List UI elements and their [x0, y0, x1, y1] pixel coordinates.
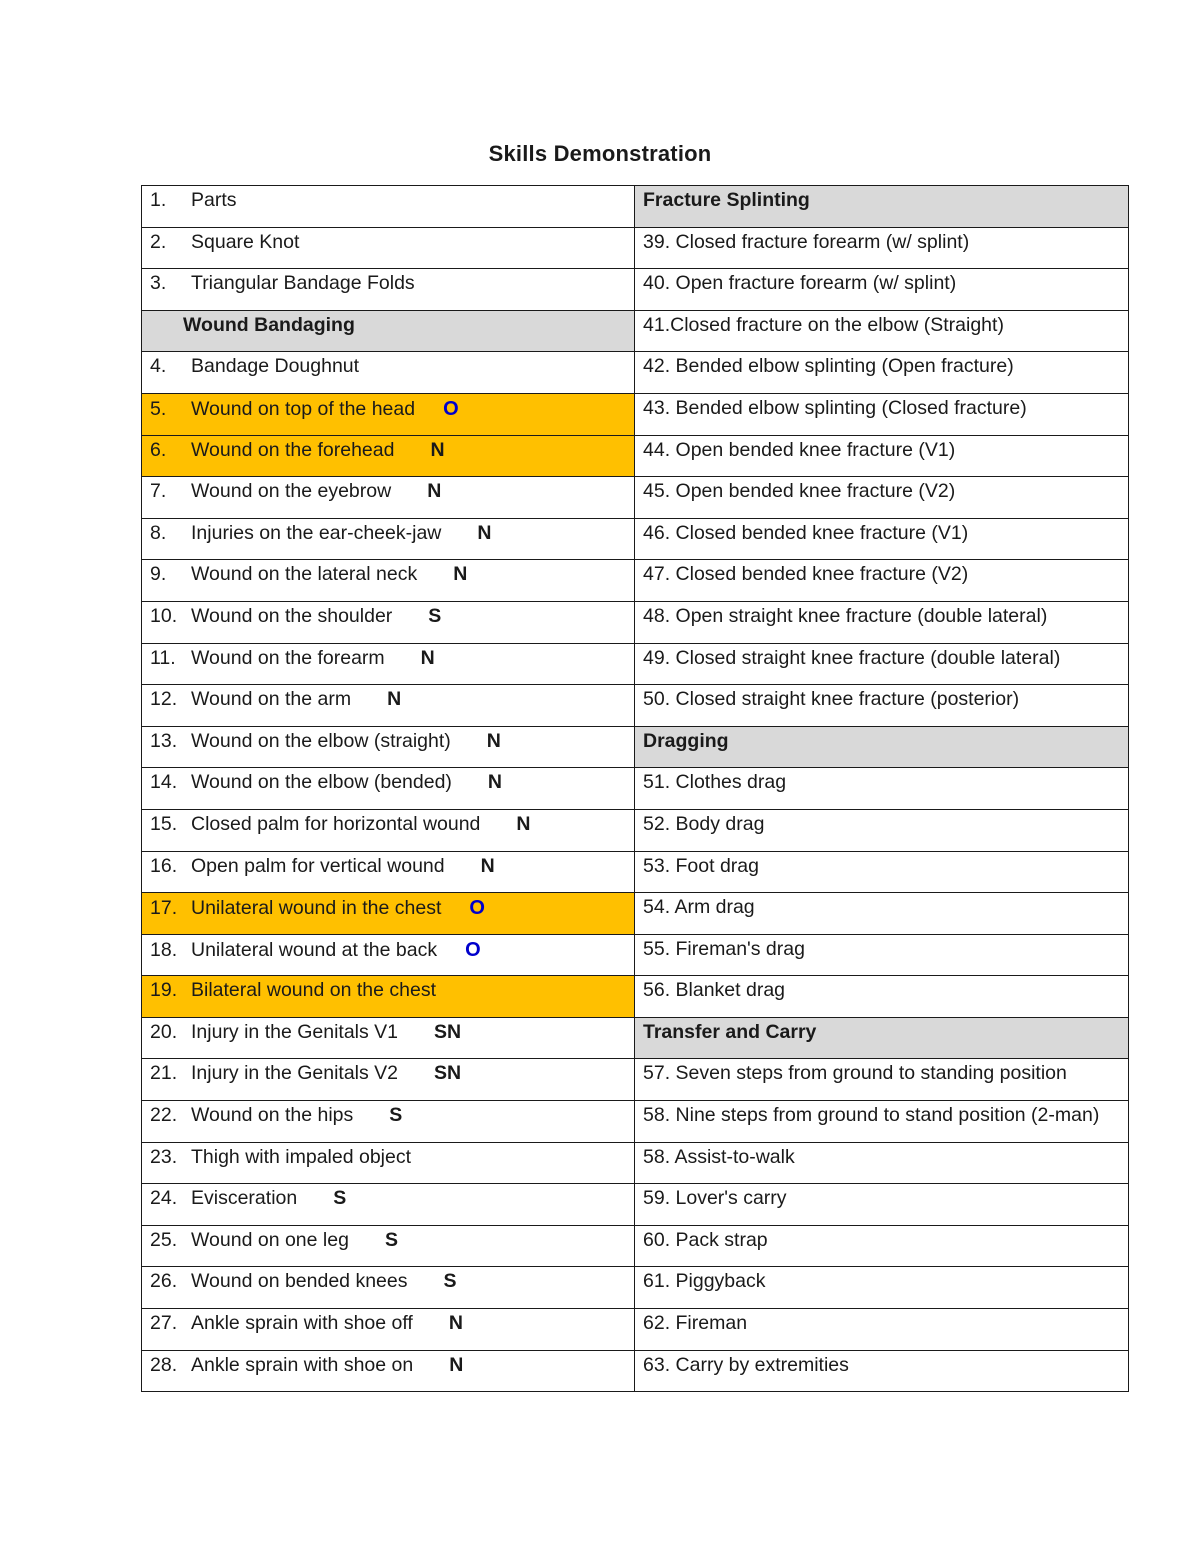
skill-item [635, 976, 1129, 1018]
skill-item [142, 1017, 635, 1059]
skill-item [635, 477, 1129, 519]
skill-number: 22. [150, 1104, 178, 1127]
skill-item [635, 227, 1129, 269]
status-mark: SN [434, 1020, 462, 1043]
skill-label: 51. Clothes drag [643, 771, 787, 794]
skill-item [635, 643, 1129, 685]
skill-label: 63. Carry by extremities [643, 1353, 849, 1376]
skill-number: 9. [150, 563, 167, 586]
skill-label: 50. Closed straight knee fracture (posterior) [643, 688, 1020, 711]
skill-label: 53. Foot drag [643, 854, 759, 877]
status-mark: S [384, 1228, 398, 1251]
skill-item [635, 851, 1129, 893]
skill-item [635, 352, 1129, 394]
skill-number: 1. [150, 189, 167, 211]
skill-item [142, 518, 635, 560]
skill-number: 13. [150, 729, 178, 752]
skill-label: Injuries on the ear-cheek-jaw [191, 521, 442, 544]
skill-label: 43. Bended elbow splinting (Closed fracture) [643, 396, 1027, 419]
table-row [142, 1184, 1129, 1226]
status-mark: N [477, 521, 492, 544]
skill-number: 10. [150, 604, 178, 627]
skill-item [635, 560, 1129, 602]
status-mark: SN [434, 1062, 462, 1085]
section-header [635, 1017, 1129, 1059]
skill-item [142, 435, 635, 477]
skill-item [635, 269, 1129, 311]
skill-label: Wound on bended knees [191, 1270, 408, 1293]
skill-number: 5. [150, 397, 167, 420]
section-header-label: Fracture Splinting [643, 189, 810, 211]
skill-item [142, 934, 635, 976]
skill-item [142, 768, 635, 810]
skill-number: 27. [150, 1312, 178, 1335]
table-row [142, 1350, 1129, 1392]
skill-item [142, 393, 635, 435]
skill-item [142, 726, 635, 768]
skill-item [635, 768, 1129, 810]
skill-item [142, 1059, 635, 1101]
skill-label: Unilateral wound in the chest [191, 897, 442, 920]
status-mark: N [448, 1312, 463, 1335]
skill-number: 23. [150, 1145, 178, 1168]
skill-label: Wound on the elbow (bended) [191, 771, 452, 794]
skill-item [635, 685, 1129, 727]
skill-number: 16. [150, 854, 178, 877]
skill-label: 44. Open bended knee fracture (V1) [643, 438, 956, 461]
section-header [635, 186, 1129, 228]
skill-item [142, 893, 635, 935]
section-header-label: Transfer and Carry [643, 1020, 817, 1043]
skill-number: 14. [150, 771, 178, 794]
skill-label: 56. Blanket drag [643, 979, 786, 1002]
skill-number: 21. [150, 1062, 178, 1085]
skill-item [142, 186, 635, 228]
skill-label: Thigh with impaled object [191, 1145, 412, 1168]
skill-item [635, 1184, 1129, 1226]
skills-table [141, 185, 1129, 1392]
table-row [142, 643, 1129, 685]
skill-number: 3. [150, 272, 167, 295]
table-row [142, 352, 1129, 394]
status-mark: N [387, 688, 402, 711]
table-row [142, 477, 1129, 519]
skill-item [142, 601, 635, 643]
skill-label: Injury in the Genitals V2 [191, 1062, 399, 1085]
skill-label: 61. Piggyback [643, 1270, 766, 1293]
page-title: Skills Demonstration [488, 141, 712, 166]
status-mark: N [453, 563, 468, 586]
skill-label: 62. Fireman [643, 1312, 748, 1335]
skill-item [142, 643, 635, 685]
table-row [142, 310, 1129, 352]
skill-label: Wound on the arm [191, 688, 352, 711]
skill-label: Ankle sprain with shoe on [191, 1353, 414, 1376]
status-mark: N [487, 771, 503, 794]
skill-label: Wound on the elbow (straight) [191, 729, 451, 752]
skill-label: Wound on the forehead [191, 438, 395, 461]
skill-item [635, 1101, 1129, 1143]
skill-label: Wound on the hips [191, 1104, 354, 1127]
status-mark: N [486, 729, 501, 752]
section-header-label: Dragging [643, 729, 729, 752]
skill-label: Triangular Bandage Folds [191, 272, 415, 295]
table-row [142, 934, 1129, 976]
table-row [142, 893, 1129, 935]
skill-number: 2. [150, 230, 167, 253]
table-row [142, 851, 1129, 893]
skill-label: Unilateral wound at the back [191, 938, 438, 961]
table-row [142, 726, 1129, 768]
circle-mark: O [469, 897, 485, 920]
skill-label: 40. Open fracture forearm (w/ splint) [643, 272, 957, 295]
skill-item [635, 893, 1129, 935]
skill-item [635, 934, 1129, 976]
skill-number: 28. [150, 1353, 178, 1376]
skill-label: Wound on the shoulder [191, 604, 393, 627]
circle-mark: O [465, 938, 481, 961]
skill-item [142, 477, 635, 519]
skill-item [142, 1101, 635, 1143]
table-row [142, 186, 1129, 228]
skill-number: 26. [150, 1270, 178, 1293]
skill-item [142, 976, 635, 1018]
skill-label: 39. Closed fracture forearm (w/ splint) [643, 230, 970, 253]
skill-item [142, 685, 635, 727]
skill-item [142, 1142, 635, 1184]
skill-label: Closed palm for horizontal wound [191, 812, 481, 835]
table-row [142, 1309, 1129, 1351]
skill-label: Wound on top of the head [191, 397, 416, 420]
skill-item [635, 1142, 1129, 1184]
skill-item [142, 269, 635, 311]
table-row [142, 1225, 1129, 1267]
skill-label: Bandage Doughnut [191, 355, 360, 378]
skill-item [635, 1267, 1129, 1309]
status-mark: S [428, 604, 442, 627]
skill-item [142, 227, 635, 269]
status-mark: N [420, 646, 435, 669]
skill-number: 25. [150, 1228, 178, 1251]
skill-item [142, 1267, 635, 1309]
table-row [142, 1059, 1129, 1101]
skill-label: Wound on the eyebrow [191, 480, 392, 503]
skill-label: 58. Assist-to-walk [643, 1145, 795, 1168]
skill-label: Square Knot [191, 230, 300, 253]
skill-label: 54. Arm drag [643, 896, 755, 919]
table-row [142, 269, 1129, 311]
skill-label: 59. Lover's carry [643, 1187, 787, 1210]
status-mark: N [516, 812, 531, 835]
skill-label: 47. Closed bended knee fracture (V2) [643, 563, 969, 586]
skill-label: Evisceration [191, 1187, 298, 1210]
skill-label: 41.Closed fracture on the elbow (Straight) [643, 313, 1004, 336]
skill-number: 7. [150, 480, 167, 503]
skill-number: 20. [150, 1020, 178, 1043]
skill-item [635, 1225, 1129, 1267]
table-row [142, 768, 1129, 810]
skill-label: Wound on the forearm [191, 646, 385, 669]
skill-item [635, 601, 1129, 643]
section-header [142, 310, 635, 352]
table-row [142, 1101, 1129, 1143]
skill-label: Injury in the Genitals V1 [191, 1020, 399, 1043]
status-mark: S [333, 1187, 347, 1210]
table-row [142, 518, 1129, 560]
section-header [635, 726, 1129, 768]
table-row [142, 809, 1129, 851]
skill-item [142, 851, 635, 893]
skill-item [142, 809, 635, 851]
skill-item [142, 560, 635, 602]
skill-label: 58. Nine steps from ground to stand position (2-man) [643, 1104, 1100, 1127]
skill-number: 4. [150, 355, 167, 378]
status-mark: N [427, 480, 442, 503]
skill-number: 6. [150, 438, 167, 461]
skill-item [635, 1309, 1129, 1351]
skill-number: 17. [150, 897, 178, 920]
skill-number: 15. [150, 812, 178, 835]
status-mark: S [389, 1104, 403, 1127]
skill-label: 60. Pack strap [643, 1228, 768, 1251]
table-row [142, 227, 1129, 269]
table-row [142, 435, 1129, 477]
skill-item [142, 1184, 635, 1226]
status-mark: N [449, 1353, 464, 1376]
table-row [142, 1267, 1129, 1309]
skill-label: Open palm for vertical wound [191, 854, 445, 877]
skill-number: 18. [150, 938, 178, 961]
skill-label: Parts [191, 189, 237, 211]
skill-label: 49. Closed straight knee fracture (double lateral) [643, 646, 1061, 669]
table-row [142, 560, 1129, 602]
skill-number: 19. [150, 979, 178, 1002]
skill-number: 12. [150, 688, 178, 711]
skill-label: Wound on the lateral neck [191, 563, 418, 586]
skill-label: 42. Bended elbow splinting (Open fracture) [643, 355, 1014, 378]
table-row [142, 393, 1129, 435]
skill-item [142, 1309, 635, 1351]
skill-item [142, 1225, 635, 1267]
skill-label: 57. Seven steps from ground to standing position [643, 1062, 1067, 1085]
skills-table-body [142, 186, 1129, 1392]
skill-item [635, 1059, 1129, 1101]
skill-number: 24. [150, 1187, 178, 1210]
skill-label: 52. Body drag [643, 812, 765, 835]
status-mark: N [480, 854, 495, 877]
skill-number: 11. [150, 646, 176, 669]
skill-label: 48. Open straight knee fracture (double lateral) [643, 604, 1048, 627]
table-row [142, 1017, 1129, 1059]
skill-label: Bilateral wound on the chest [191, 979, 436, 1002]
status-mark: N [430, 438, 445, 461]
skill-label: Wound on one leg [191, 1228, 349, 1251]
skill-item [635, 393, 1129, 435]
table-row [142, 1142, 1129, 1184]
skill-item [142, 352, 635, 394]
circle-mark: O [443, 397, 459, 420]
skill-label: 55. Fireman's drag [643, 937, 805, 960]
skill-item [635, 310, 1129, 352]
table-row [142, 976, 1129, 1018]
skill-item [635, 518, 1129, 560]
section-header-label: Wound Bandaging [183, 313, 355, 336]
skill-item [142, 1350, 635, 1392]
skill-label: 46. Closed bended knee fracture (V1) [643, 521, 969, 544]
skill-item [635, 435, 1129, 477]
skill-label: 45. Open bended knee fracture (V2) [643, 480, 956, 503]
skill-number: 8. [150, 521, 167, 544]
skill-label: Ankle sprain with shoe off [191, 1312, 413, 1335]
skill-item [635, 809, 1129, 851]
skill-item [635, 1350, 1129, 1392]
status-mark: S [443, 1270, 457, 1293]
table-row [142, 685, 1129, 727]
table-row [142, 601, 1129, 643]
